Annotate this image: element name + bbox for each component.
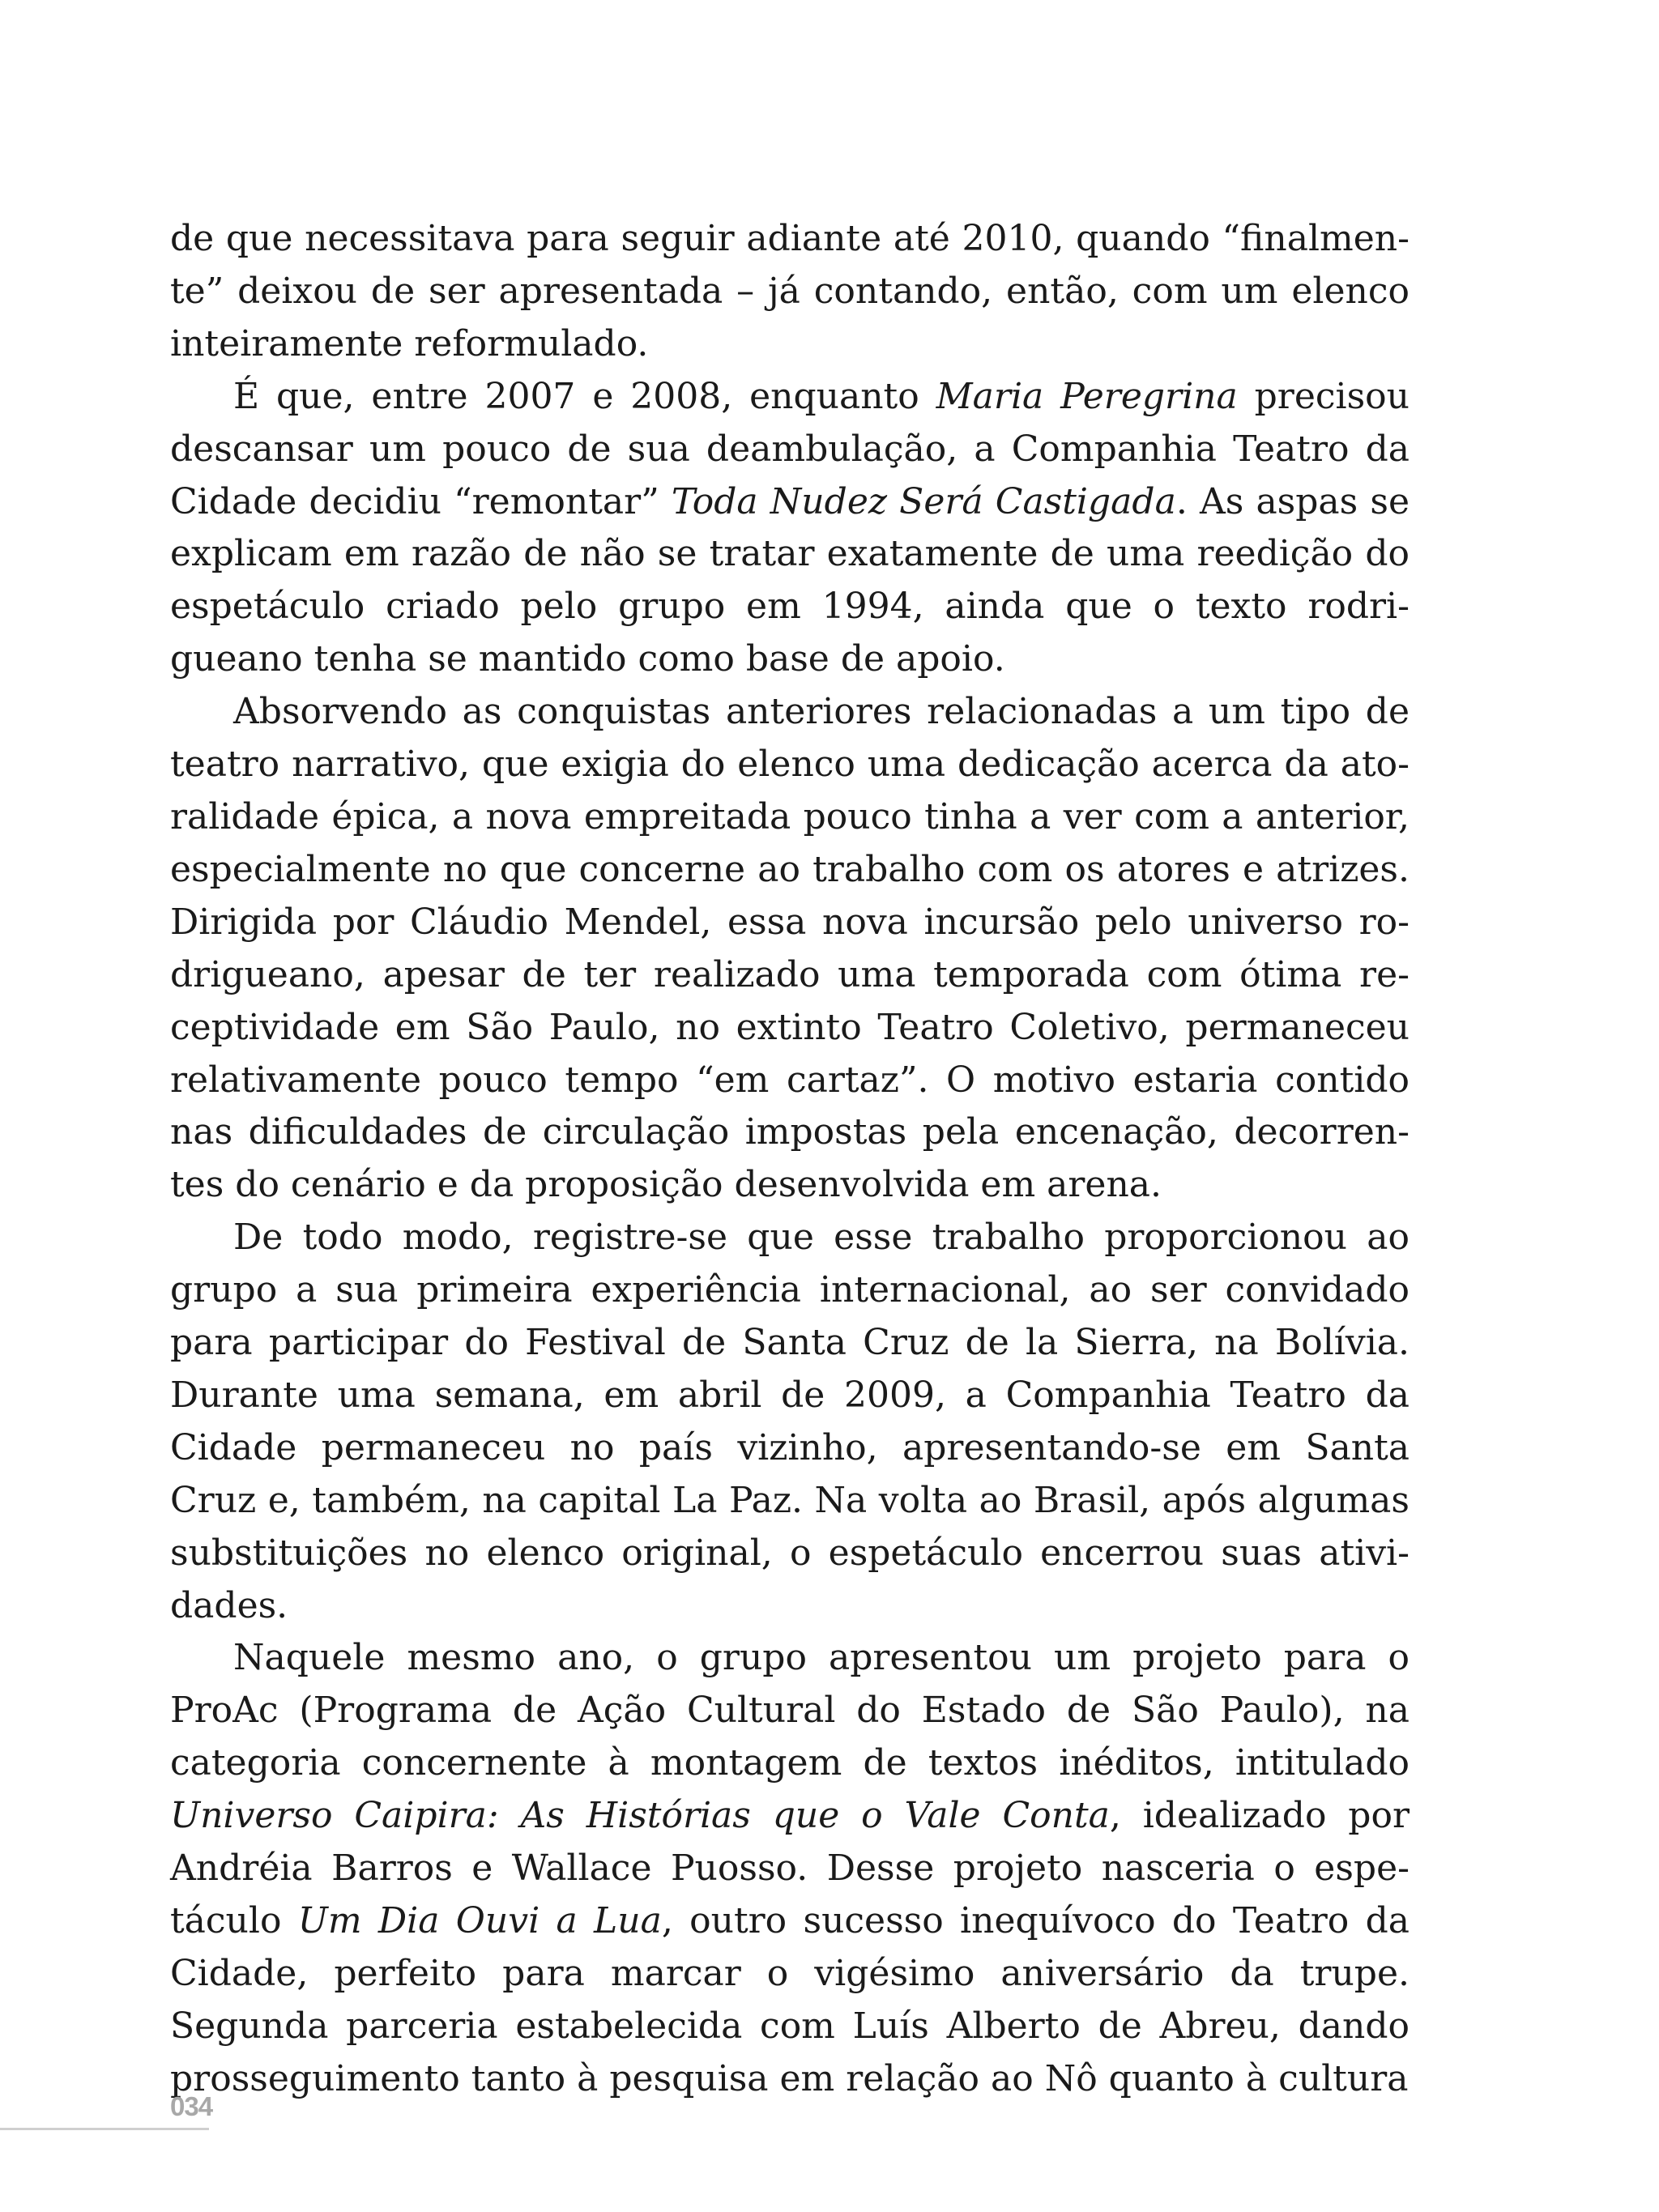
paragraph-5 [170, 1632, 1410, 2105]
paragraph-5-text-b: , idealizado por Andréia Barros e Wallace Puosso. Desse projeto nasceria o espe-táculo [170, 1795, 1410, 1941]
paragraph-4 [170, 1212, 1410, 1632]
paragraph-2-text-c: . As aspas se explicam em razão de não se tratar exatamente de uma reedição do espetáculo criado pelo grupo em 1994, ainda que o texto rodri-gueano tenha se mantido como base de apoio. [170, 480, 1410, 680]
paragraph-5-text-c: , outro sucesso inequívoco do Teatro da Cidade, perfeito para marcar o vigésimo aniversário da trupe. Segunda parceria estabelecida com Luís Alberto de Abreu, dando prosseguimento tanto à pesquisa em relação ao Nô quanto à cultura [170, 1900, 1410, 2099]
paragraph-2 [170, 371, 1410, 686]
paragraph-2-text-a: É que, entre 2007 e 2008, enquanto [233, 375, 936, 417]
paragraph-2-text-b: precisou descansar um pouco de sua deambulação, a Companhia Teatro da Cidade decidiu “remontar” [170, 375, 1410, 522]
paragraph-1-text: de que necessitava para seguir adiante até 2010, quando “finalmen-te” deixou de ser apresentada – já contando, então, com um elenco inteiramente reformulado. [170, 218, 1410, 364]
title-maria-peregrina: Maria Peregrina [936, 375, 1238, 417]
body-text [170, 213, 1410, 2106]
paragraph-5-text-a: Naquele mesmo ano, o grupo apresentou um projeto para o ProAc (Programa de Ação Cultural do Estado de São Paulo), na categoria concernente à montagem de textos inéditos, intitulado [170, 1637, 1410, 1784]
paragraph-1 [170, 213, 1410, 371]
footer-rule [0, 2128, 209, 2130]
paragraph-3-text: Absorvendo as conquistas anteriores relacionadas a um tipo de teatro narrativo, que exigia do elenco uma dedicação acerca da ato-ralidade épica, a nova empreitada pouco tinha a ver com a anterior, especialmente no que concerne ao trabalho com os atores e atrizes. Dirigida por Cláudio Mendel, essa nova incursão pelo universo ro-drigueano, apesar de ter realizado uma temporada com ótima re-ceptividade em São Paulo, no extinto Teatro Coletivo, permaneceu relativamente pouco tempo “em cartaz”. O motivo estaria contido nas dificuldades de circulação impostas pela encenação, decorren-tes do cenário e da proposição desenvolvida em arena. [170, 691, 1410, 1206]
paragraph-3 [170, 686, 1410, 1212]
title-universo-caipira: Universo Caipira: As Histórias que o Vale Conta [170, 1795, 1110, 1837]
page-number: 034 [170, 2091, 213, 2121]
paragraph-4-text: De todo modo, registre-se que esse trabalho proporcionou ao grupo a sua primeira experiência internacional, ao ser convidado para participar do Festival de Santa Cruz de la Sierra, na Bolívia. Durante uma semana, em abril de 2009, a Companhia Teatro da Cidade permaneceu no país vizinho, apresentando-se em Santa Cruz e, também, na capital La Paz. Na volta ao Brasil, após algumas substituições no elenco original, o espetáculo encerrou suas ativi-dades. [170, 1217, 1410, 1626]
title-um-dia-ouvi-a-lua: Um Dia Ouvi a Lua [297, 1900, 662, 1941]
title-toda-nudez: Toda Nudez Será Castigada [671, 480, 1176, 522]
